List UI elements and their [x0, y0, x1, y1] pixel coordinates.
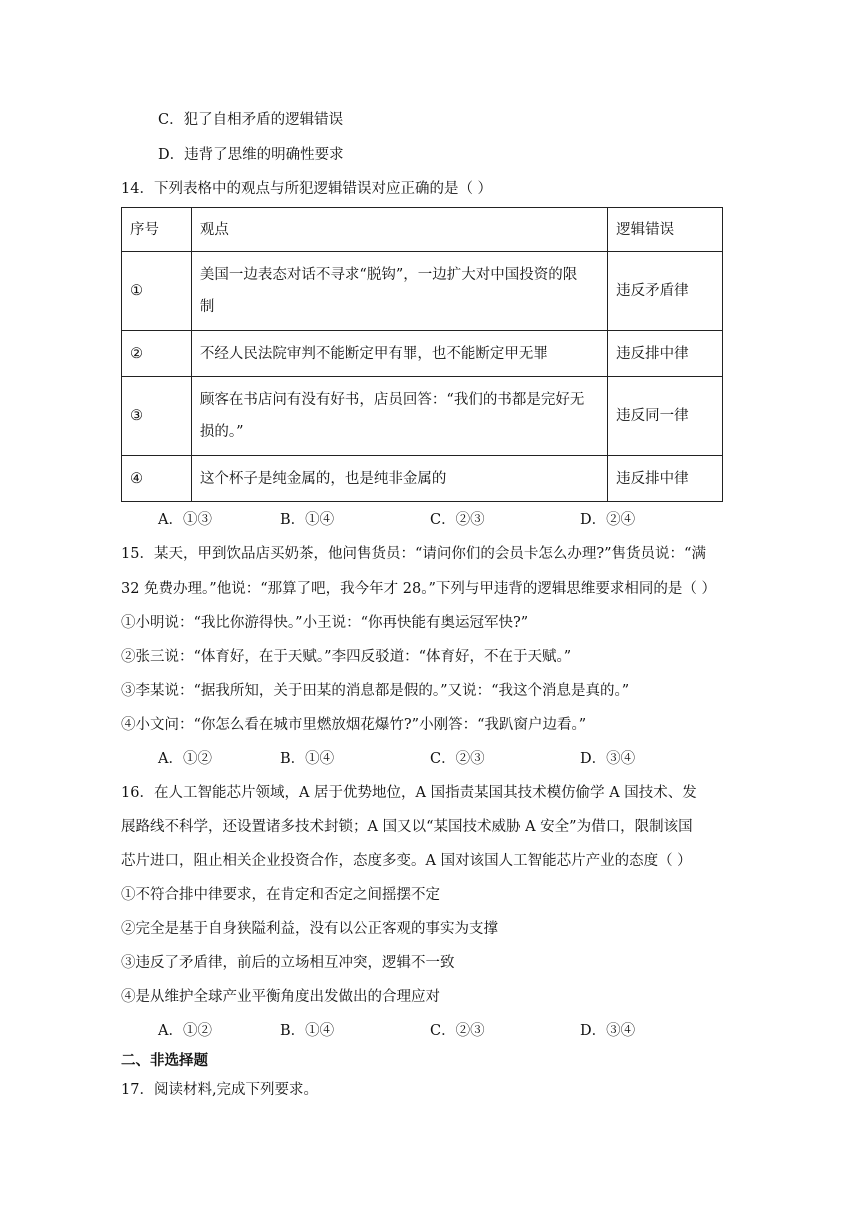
q13-option-d: D．违背了思维的明确性要求: [158, 147, 344, 163]
row-number: ②: [122, 331, 192, 377]
row-error: 违反排中律: [608, 456, 723, 502]
q16-options: [0, 1021, 860, 1041]
q14-table: [121, 207, 723, 502]
option-a: A．①③: [158, 512, 212, 528]
header-cell-error: 逻辑错误: [608, 208, 723, 252]
q15-stem-line1: 15．某天，甲到饮品店买奶茶，他问售货员：“请问你们的会员卡怎么办理?”售货员说：“满: [121, 546, 706, 562]
option-d: D．③④: [580, 751, 636, 767]
q15-options: [0, 749, 860, 769]
table-row: [122, 331, 723, 377]
q16-stem-line1: 16．在人工智能芯片领域，A 居于优势地位，A 国指责某国其技术模仿偷学 A 国技术、发: [121, 785, 697, 801]
q13-option-c: C．犯了自相矛盾的逻辑错误: [158, 112, 344, 128]
option-b: B．①④: [280, 512, 335, 528]
row-view-line1: 这个杯子是纯金属的，也是纯非金属的: [199, 470, 447, 487]
row-view: [191, 331, 607, 377]
q15-item-2: ②张三说：“体育好，在于天赋。”李四反驳道：“体育好，不在于天赋。”: [121, 649, 572, 665]
row-view: [191, 456, 607, 502]
row-view: [191, 252, 607, 331]
q16-item-1: ①不符合排中律要求，在肯定和否定之间摇摆不定: [121, 887, 440, 903]
option-c: C．②③: [430, 512, 485, 528]
row-view-line1: 美国一边表态对话不寻求“脱钩”，一边扩大对中国投资的限: [199, 267, 578, 283]
row-error: 违反矛盾律: [608, 252, 723, 331]
q16-item-4: ④是从维护全球产业平衡角度出发做出的合理应对: [121, 989, 440, 1005]
q15-stem-line2: 32 免费办理。”他说：“那算了吧，我今年才 28。”下列与甲违背的逻辑思维要求相同的是（ ）: [121, 581, 716, 597]
row-number: ④: [122, 456, 192, 502]
option-c: C．②③: [430, 751, 485, 767]
q15-item-1: ①小明说：“我比你游得快。”小王说：“你再快能有奥运冠军快?”: [121, 615, 529, 631]
option-b: B．①④: [280, 751, 335, 767]
q16-item-3: ③违反了矛盾律，前后的立场相互冲突，逻辑不一致: [121, 955, 455, 971]
row-view: [191, 377, 607, 456]
row-view-line2: 损的。”: [199, 424, 244, 440]
table-row: [122, 252, 723, 331]
option-b: B．①④: [280, 1023, 335, 1039]
row-error: 违反同一律: [608, 377, 723, 456]
table-row: [122, 377, 723, 456]
row-error: 违反排中律: [608, 331, 723, 377]
q15-item-3: ③李某说：“据我所知，关于田某的消息都是假的。”又说：“我这个消息是真的。”: [121, 683, 630, 699]
q15-item-4: ④小文问：“你怎么看在城市里燃放烟花爆竹?”小刚答：“我趴窗户边看。”: [121, 717, 587, 733]
q16-stem-line2: 展路线不科学，还设置诸多技术封锁；A 国又以“某国技术威胁 A 安全”为借口，限制该国: [121, 819, 693, 835]
header-cell-number: 序号: [122, 208, 192, 252]
table-header-row: [122, 208, 723, 252]
section-heading: 二、非选择题: [121, 1052, 208, 1069]
q16-item-2: ②完全是基于自身狭隘利益，没有以公正客观的事实为支撑: [121, 921, 498, 937]
row-view-line1: 不经人民法院审判不能断定甲有罪，也不能断定甲无罪: [199, 345, 548, 362]
header-cell-view: 观点: [191, 208, 607, 252]
row-number: ③: [122, 377, 192, 456]
option-d: D．②④: [580, 512, 636, 528]
q17-stem: 17．阅读材料,完成下列要求。: [121, 1082, 319, 1098]
row-number: ①: [122, 252, 192, 331]
row-view-line1: 顾客在书店问有没有好书，店员回答：“我们的书都是完好无: [199, 392, 585, 408]
q16-stem-line3: 芯片进口，阻止相关企业投资合作，态度多变。A 国对该国人工智能芯片产业的态度（ ）: [121, 853, 692, 869]
table-row: [122, 456, 723, 502]
option-c: C．②③: [430, 1023, 485, 1039]
option-a: A．①②: [158, 751, 212, 767]
q14-stem: 14．下列表格中的观点与所犯逻辑错误对应正确的是（ ）: [121, 181, 493, 197]
q14-options: [0, 510, 860, 530]
row-view-line2: 制: [199, 299, 215, 315]
option-d: D．③④: [580, 1023, 636, 1039]
option-a: A．①②: [158, 1023, 212, 1039]
